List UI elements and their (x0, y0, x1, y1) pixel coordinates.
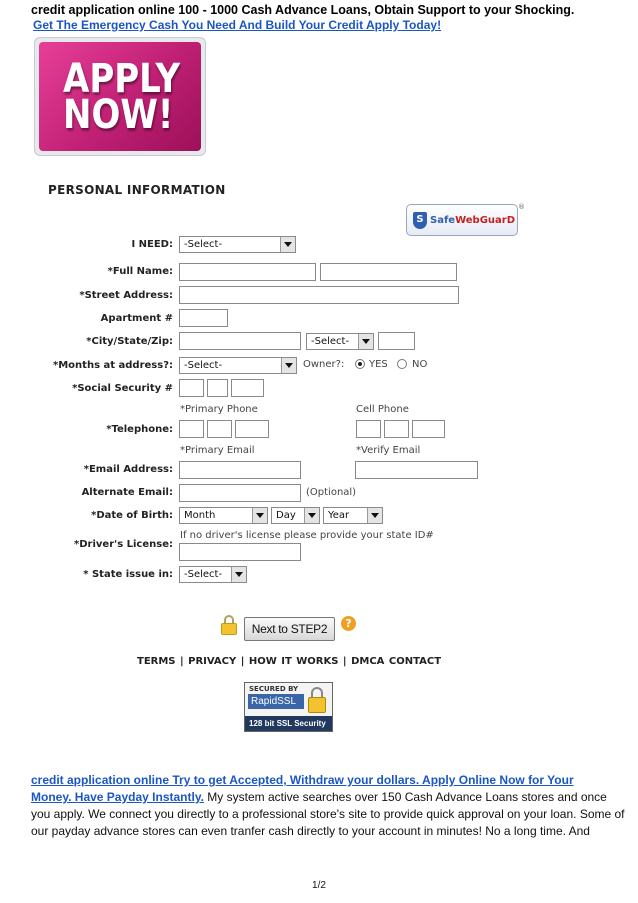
ssn-part-1[interactable] (179, 379, 204, 397)
label-email: *Email Address: (83, 464, 173, 475)
primary-email-hint: *Primary Email (180, 445, 255, 456)
chevron-down-icon (281, 358, 296, 373)
apply-now-banner[interactable] (34, 37, 206, 156)
label-city-state-zip: *City/State/Zip: (86, 336, 173, 347)
label-ssn: *Social Security # (72, 383, 173, 394)
label-months: *Months at address?: (53, 360, 173, 371)
label-telephone: *Telephone: (106, 424, 173, 435)
document-title: credit application online 100 - 1000 Cash Advance Loans, Obtain Support to your Shocking. (31, 3, 575, 17)
now-text: NOW! (63, 90, 174, 139)
phone-area-input[interactable] (179, 420, 204, 438)
zip-input[interactable] (378, 332, 415, 350)
safewebguard-badge (406, 203, 525, 236)
label-full-name: *Full Name: (107, 266, 173, 277)
content-link-continued[interactable]: Money. Have Payday Instantly. (31, 790, 204, 804)
owner-yes-radio[interactable] (355, 359, 365, 369)
verify-email-hint: *Verify Email (356, 445, 421, 456)
city-input[interactable] (179, 332, 301, 350)
label-state-issue: * State issue in: (83, 569, 173, 580)
shield-icon: S (413, 212, 427, 229)
street-input[interactable] (179, 286, 459, 304)
ssn-part-3[interactable] (231, 379, 264, 397)
chevron-down-icon (367, 508, 382, 523)
last-name-input[interactable] (320, 263, 457, 281)
label-license: *Driver's License: (74, 539, 173, 550)
state-select[interactable]: -Select- (306, 333, 374, 350)
phone-line-input[interactable] (235, 420, 269, 438)
chevron-down-icon (358, 334, 373, 349)
state-issue-select[interactable]: -Select- (179, 566, 247, 583)
help-icon[interactable]: ? (341, 616, 356, 631)
chevron-down-icon (252, 508, 267, 523)
owner-yes-label: YES (369, 359, 388, 370)
first-name-input[interactable] (179, 263, 316, 281)
label-apartment: Apartment # (100, 313, 173, 324)
safewebguard-text: SafeWebGuarD (430, 214, 516, 226)
registered-mark: ® (518, 203, 525, 211)
email-input[interactable] (179, 461, 301, 479)
dob-day-select[interactable]: Day (271, 507, 320, 524)
optional-hint: (Optional) (306, 487, 357, 498)
cell-area-input[interactable] (356, 420, 381, 438)
owner-label: Owner?: (303, 359, 345, 370)
chevron-down-icon (304, 508, 319, 523)
phone-prefix-input[interactable] (207, 420, 232, 438)
apply-text: APPLY (63, 54, 181, 103)
i-need-select[interactable]: -Select- (179, 236, 296, 253)
months-select[interactable]: -Select- (179, 357, 297, 374)
apply-now-graphic (39, 42, 201, 151)
rapidssl-seal: SECURED BY RapidSSL 128 bit SSL Security (244, 682, 333, 732)
content-link[interactable]: credit application online Try to get Accepted, Withdraw your dollars. Apply Online Now for Your (31, 773, 574, 787)
cell-line-input[interactable] (412, 420, 445, 438)
owner-no-radio[interactable] (397, 359, 407, 369)
label-dob: *Date of Birth: (91, 510, 173, 521)
license-input[interactable] (179, 543, 301, 561)
padlock-icon (308, 687, 326, 715)
label-alt-email: Alternate Email: (81, 487, 173, 498)
owner-no-label: NO (412, 359, 428, 370)
loan-form-image (0, 170, 638, 750)
primary-phone-hint: *Primary Phone (180, 404, 258, 415)
label-i-need: I NEED: (131, 239, 173, 250)
alt-email-input[interactable] (179, 484, 301, 502)
content-paragraph: Money. Have Payday Instantly. My system active searches over 150 Cash Advance Loans stores and once you apply. We connect you directly to a professional store's site to provide quick approval on your loan. Some of our payday advance stores can even tranfer cash directly to your account in minutes! No a long time. And (31, 790, 625, 838)
page-number: 1/2 (312, 880, 326, 891)
chevron-down-icon (231, 567, 246, 582)
apartment-input[interactable] (179, 309, 228, 327)
ssn-part-2[interactable] (207, 379, 228, 397)
section-title: PERSONAL INFORMATION (48, 183, 226, 197)
apply-today-link[interactable]: Get The Emergency Cash You Need And Build Your Credit Apply Today! (33, 18, 442, 32)
lock-icon (221, 615, 237, 635)
cell-prefix-input[interactable] (384, 420, 409, 438)
dob-month-select[interactable]: Month (179, 507, 268, 524)
chevron-down-icon (280, 237, 295, 252)
label-street: *Street Address: (79, 290, 173, 301)
license-note: If no driver's license please provide your state ID# (180, 530, 434, 541)
next-step-button[interactable]: Next to STEP2 (244, 617, 335, 641)
cell-phone-hint: Cell Phone (356, 404, 409, 415)
footer-links[interactable]: TERMS | PRIVACY | HOW IT WORKS | DMCA CONTACT (137, 656, 442, 667)
verify-email-input[interactable] (355, 461, 478, 479)
dob-year-select[interactable]: Year (323, 507, 383, 524)
